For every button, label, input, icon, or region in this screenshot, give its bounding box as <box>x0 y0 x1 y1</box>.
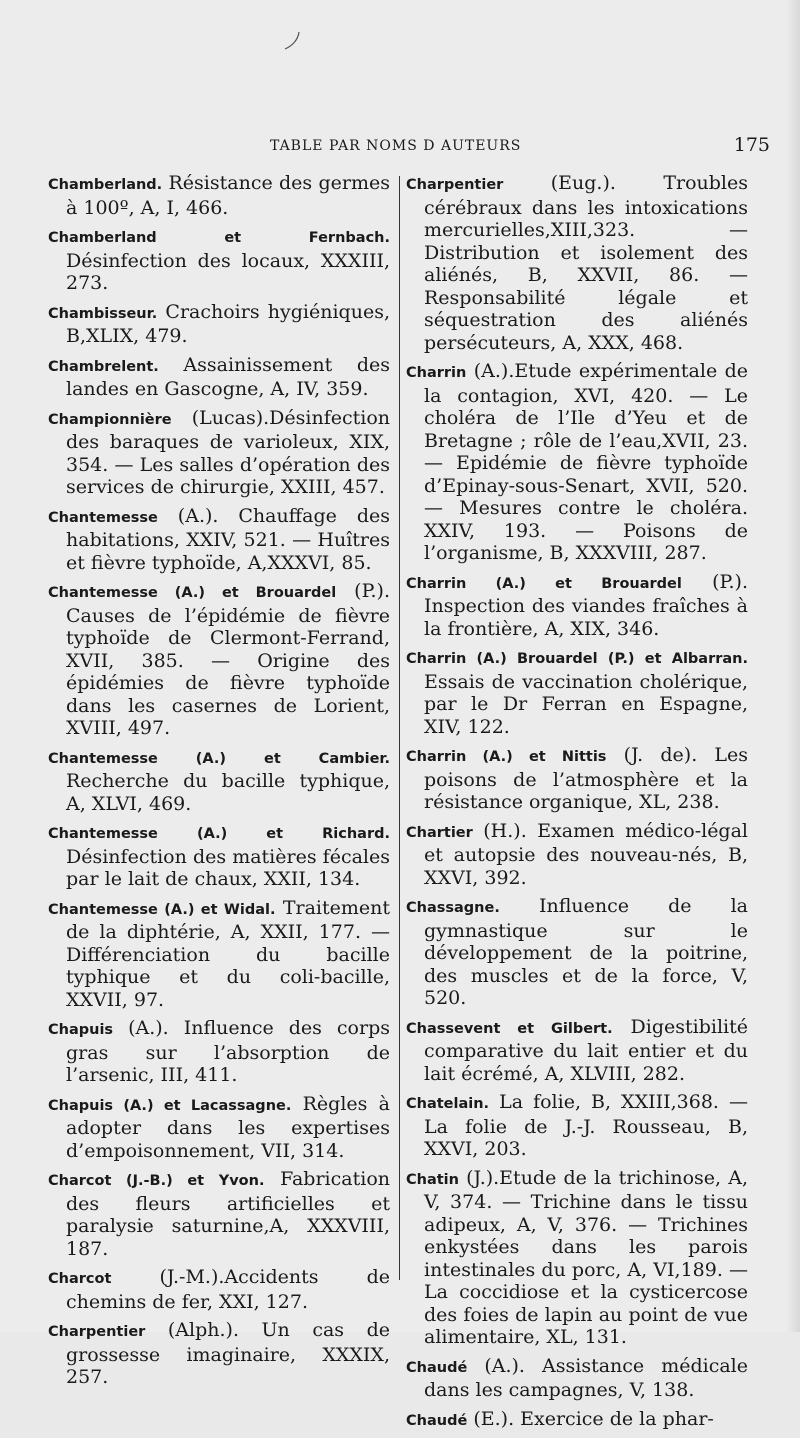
column-divider <box>399 176 400 1280</box>
author-name: Chassevent et Gilbert. <box>406 1020 613 1037</box>
entry-text: Crachoirs hygiéniques, B,XLIX, 479. <box>66 300 390 347</box>
author-name: Charrin (A.) et Brouardel <box>406 575 682 592</box>
author-name: Chambisseur. <box>48 305 158 322</box>
author-name: Chaudé <box>406 1412 468 1429</box>
index-entry <box>48 407 390 499</box>
page-edge-shadow <box>786 0 800 1332</box>
entry-text: Recherche du bacille typhique, A, XLVI, 469. <box>66 770 390 815</box>
index-entry <box>406 895 748 1010</box>
entry-text: Désinfection des locaux, XXXIII, 273. <box>66 249 390 294</box>
entry-text: La folie, B, XXIII,368. — La folie de J.-J. Rousseau, B, XXVI, 203. <box>424 1091 748 1160</box>
author-name: Charrin (A.) et Nittis <box>406 749 607 765</box>
index-entry <box>48 1017 390 1087</box>
entry-text: Influence de la gymnastique sur le développement de la poitrine, des muscles et de la force, V, 520. <box>424 895 748 1009</box>
index-entry <box>406 172 748 354</box>
author-name: Chantemesse (A.) et Widal. <box>48 901 276 918</box>
index-entry <box>48 746 390 816</box>
entry-text: Digestibilité comparative du lait entier et du lait écrémé, A, XLVIII, 282. <box>424 1015 748 1085</box>
author-name: Charrin <box>406 365 467 381</box>
entry-text: Désinfection des matières fécales par le lait de chaux, XXII, 134. <box>66 845 390 890</box>
index-entry <box>406 1167 748 1349</box>
author-name: Chantemesse <box>48 509 158 526</box>
entry-text: (A.). Chauffage des habitations, XXIV, 521. — Huîtres et fièvre typhoïde, A,XXXVI, 85. <box>66 504 390 574</box>
author-name: Chatin <box>406 1171 459 1188</box>
author-name: Charpentier <box>406 177 504 193</box>
index-entry <box>406 744 748 814</box>
index-entry <box>406 646 748 738</box>
index-entry <box>406 1355 748 1402</box>
index-entry <box>48 1266 390 1313</box>
index-entry <box>48 354 390 401</box>
pencil-mark-icon <box>282 30 302 52</box>
index-entry <box>48 897 390 1012</box>
author-name: Chamberland et Fernbach. <box>48 230 390 246</box>
entry-text: (A.). Influence des corps gras sur l’absorption de l’arsenic, III, 411. <box>66 1017 390 1086</box>
author-name: Charcot (J.-B.) et Yvon. <box>48 1173 265 1189</box>
index-entry <box>48 1093 390 1163</box>
index-entry <box>406 1091 748 1161</box>
author-name: Chantemesse (A.) et Cambier. <box>48 750 390 767</box>
entry-text: (P.). Causes de l’épidémie de fièvre typhoïde de Clermont-Ferrand, XVII, 385. — Origine des épidémies de fièvre typhoïde dans les casernes de Lorient, XVIII, 497. <box>66 580 390 739</box>
entry-text: Règles à adopter dans les expertises d’empoisonnement, VII, 314. <box>66 1092 390 1162</box>
index-entry <box>48 1319 390 1389</box>
entry-text: (Eug.). Troubles cérébraux dans les intoxications mercurielles,XIII,323. — Distribution et isolement des aliénés, B, XXVII, 86. — Responsabilité légale et séquestration des aliénés persécuteurs, A, XXX, 468. <box>424 172 748 354</box>
index-entry <box>406 820 748 890</box>
entry-text: (H.). Examen médico-légal et autopsie des nouveau-nés, B, XXVI, 392. <box>424 819 748 889</box>
author-name: Charrin (A.) Brouardel (P.) et Albarran. <box>406 651 748 667</box>
index-entry <box>406 360 748 565</box>
entry-text: (Alph.). Un cas de grossesse imaginaire, XXXIX, 257. <box>66 1319 390 1388</box>
index-entry <box>48 821 390 891</box>
author-name: Chamberland. <box>48 177 163 193</box>
entry-text: Résistance des germes à 100º, A, I, 466. <box>66 172 390 219</box>
author-name: Chapuis (A.) et Lacassagne. <box>48 1097 292 1114</box>
index-entry <box>48 301 390 348</box>
right-column <box>406 172 748 1438</box>
entry-text: (J. de). Les poisons de l’atmosphère et la résistance organique, XL, 238. <box>424 744 749 813</box>
author-name: Chaudé <box>406 1359 468 1376</box>
entry-text: (E.). Exercice de la phar- <box>467 1407 714 1430</box>
author-name: Chapuis <box>48 1022 114 1038</box>
index-entry <box>48 580 390 740</box>
author-name: Chambrelent. <box>48 358 159 375</box>
entry-text: (J.-M.).Accidents de chemins de fer, XXI, 127. <box>66 1266 390 1313</box>
index-entry <box>406 571 748 641</box>
entry-text: (Lucas).Désinfection des baraques de varioleux, XIX, 354. — Les salles d’opération des services de chirurgie, XXIII, 457. <box>66 406 390 498</box>
index-entry <box>48 1168 390 1260</box>
entry-text: (P.). Inspection des viandes fraîches à la frontière, A, XIX, 346. <box>424 570 748 640</box>
index-entry <box>406 1408 748 1433</box>
index-entry <box>48 172 390 219</box>
entry-text: (A.).Etude expérimentale de la contagion, XVI, 420. — Le choléra de l’Ile d’Yeu et de Bretagne ; rôle de l’eau,XVII, 23. — Epidémie de fièvre typhoïde d’Epinay-sous-Senart, XVII, 520. — Mesures contre le choléra. XXIV, 193. — Poisons de l’organisme, B, XXXVIII, 287. <box>424 360 748 564</box>
author-name: Chantemesse (A.) et Brouardel <box>48 585 337 601</box>
index-entry <box>48 225 390 295</box>
entry-text: Traitement de la diphtérie, A, XXII, 177. — Différenciation du bacille typhique et du coli-bacille, XXVII, 97. <box>66 896 390 1011</box>
author-name: Charcot <box>48 1271 112 1287</box>
index-entry <box>48 505 390 575</box>
entry-text: (J.).Etude de la trichinose, A, V, 374. — Trichine dans le tissu adipeux, A, V, 376. — Trichines enkystées dans les parois intestinales du porc, A, VI,189. — La coccidiose et la cysticercose des foies de lapin au point de vue alimentaire, XL, 131. <box>424 1166 748 1348</box>
author-name: Chatelain. <box>406 1096 490 1112</box>
author-name: Charpentier <box>48 1324 146 1340</box>
author-name: Chantemesse (A.) et Richard. <box>48 826 390 842</box>
header-title: TABLE PAR NOMS D AUTEURS <box>270 138 522 154</box>
entry-text: Essais de vaccination cholérique, par le Dr Ferran en Espagne, XIV, 122. <box>424 670 748 738</box>
running-header <box>48 134 770 160</box>
entry-text: (A.). Assistance médicale dans les campagnes, V, 138. <box>424 1354 748 1401</box>
left-column <box>48 172 390 1395</box>
author-name: Chassagne. <box>406 900 500 916</box>
page-number: 175 <box>733 134 770 156</box>
author-name: Championnière <box>48 411 172 428</box>
index-entry <box>406 1016 748 1086</box>
author-name: Chartier <box>406 824 473 841</box>
entry-text: Assainissement des landes en Gascogne, A, IV, 359. <box>66 353 390 400</box>
entry-text: Fabrication des fleurs artificielles et paralysie saturnine,A, XXXVIII, 187. <box>66 1168 390 1260</box>
